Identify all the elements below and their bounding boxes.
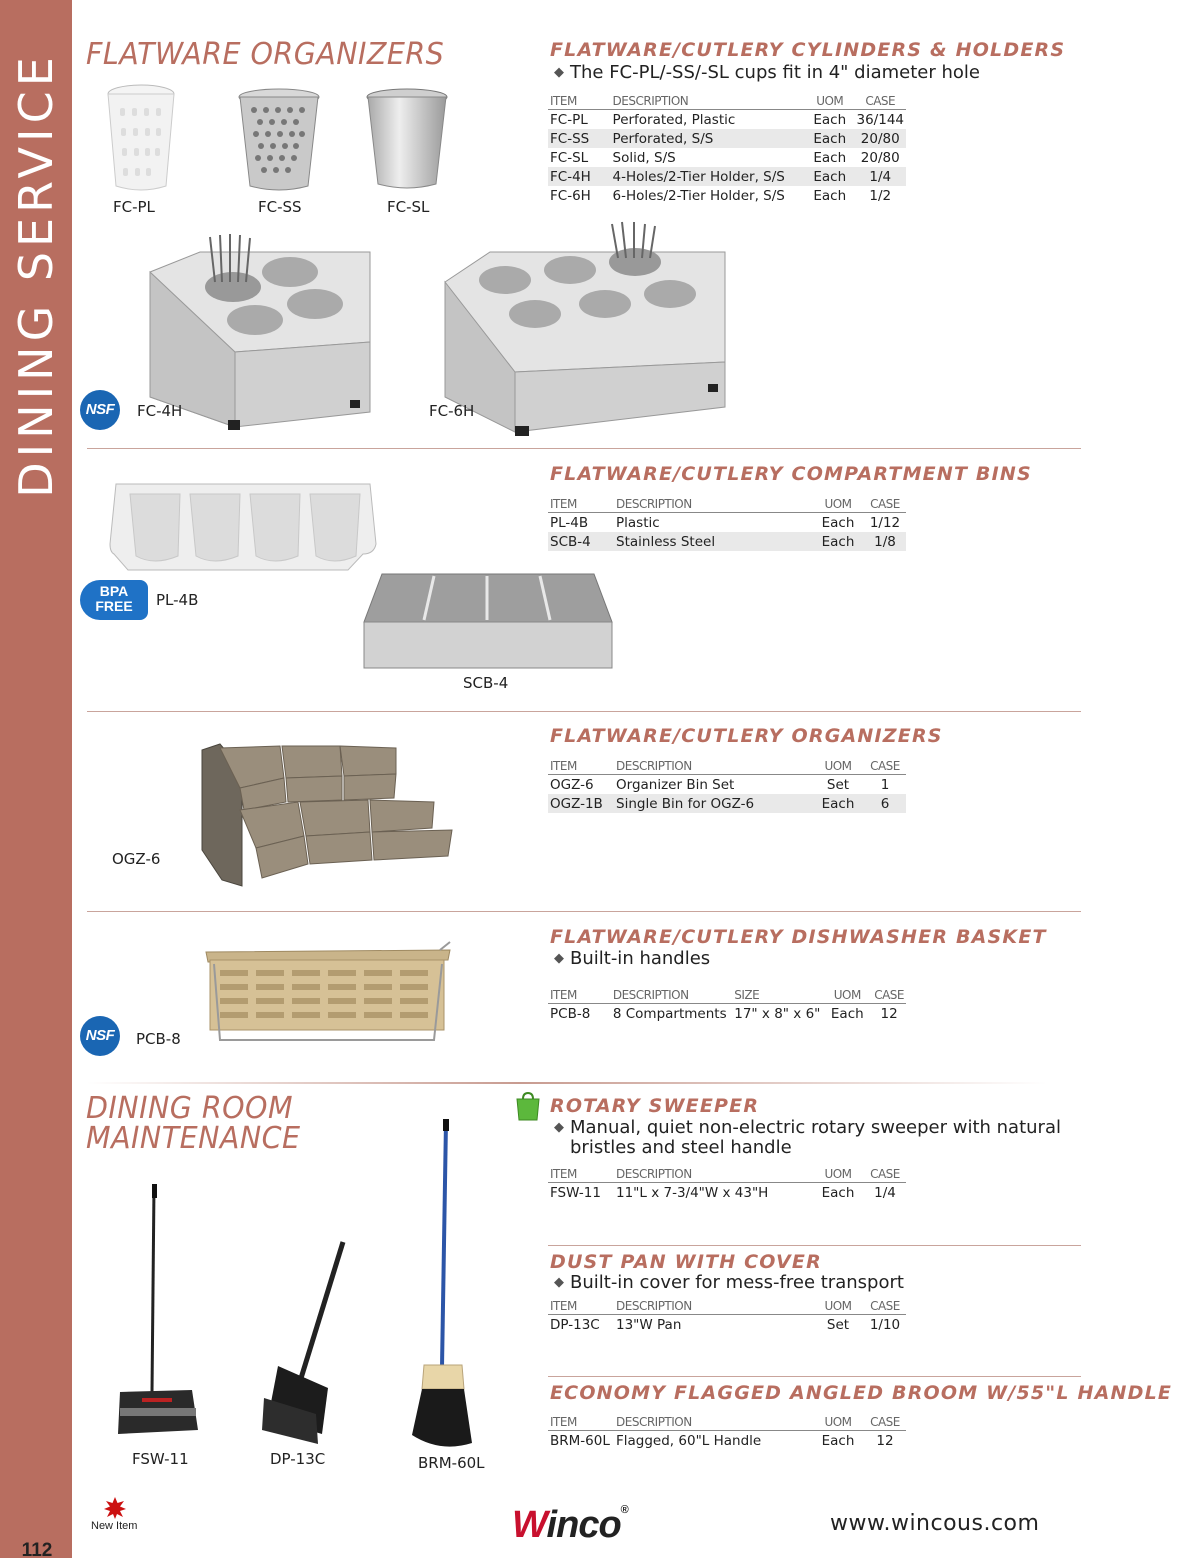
label-ogz-6: OGZ-6 — [112, 850, 161, 868]
spec-table-sweeper: ITEM DESCRIPTION UOM CASE FSW-11 11"L x 7-3/4"W x 43"H Each 1/4 — [548, 1166, 906, 1202]
divider — [548, 1376, 1081, 1377]
pl-4b-image — [108, 474, 378, 574]
spec-table-basket: ITEM DESCRIPTION SIZE UOM CASE PCB-8 8 Compartments 17" x 8" x 6" Each 12 — [550, 988, 904, 1022]
section-title-basket: FLATWARE/CUTLERY DISHWASHER BASKET — [550, 926, 1047, 948]
scb-4-image — [362, 572, 614, 670]
section-title-vertical: DINING SERVICE — [9, 52, 63, 498]
table-row: FSW-11 11"L x 7-3/4"W x 43"H Each 1/4 — [550, 1184, 896, 1201]
heading-dining-room-maintenance: DINING ROOM MAINTENANCE — [86, 1091, 301, 1156]
bullet-basket: ◆ Built-in handles — [554, 948, 711, 969]
fc-6h-image — [440, 222, 732, 437]
divider — [87, 711, 1081, 712]
pcb-8-image — [204, 944, 452, 1044]
ogz-6-image — [200, 740, 455, 888]
spec-table-organizers: ITEM DESCRIPTION UOM CASE OGZ-6 Organizer Bin Set Set 1 OGZ-1B Single Bin for OGZ-6 Each 6 — [548, 758, 906, 813]
bullet-diamond-icon: ◆ — [554, 1120, 564, 1135]
table-row: OGZ-1B Single Bin for OGZ-6 Each 6 — [548, 794, 906, 813]
bullet-diamond-icon: ◆ — [554, 951, 564, 966]
bullet-dustpan: ◆ Built-in cover for mess-free transport — [554, 1272, 904, 1293]
table-row: FC-SS Perforated, S/S Each 20/80 — [548, 129, 906, 148]
spec-table-broom: ITEM DESCRIPTION UOM CASE BRM-60L Flagged, 60"L Handle Each 12 — [548, 1414, 906, 1450]
table-row: OGZ-6 Organizer Bin Set Set 1 — [550, 776, 890, 793]
new-item-legend: New Item — [91, 1520, 138, 1532]
label-brm-60l: BRM-60L — [418, 1454, 485, 1472]
bullet-sweeper: ◆ Manual, quiet non-electric rotary sweeper with natural bristles and steel handle — [554, 1117, 1061, 1158]
fc-sl-image — [366, 88, 448, 192]
table-row: DP-13C 13"W Pan Set 1/10 — [550, 1316, 901, 1333]
spec-table-dustpan: ITEM DESCRIPTION UOM CASE DP-13C 13"W Pan Set 1/10 — [548, 1298, 906, 1334]
page-number: 112 — [21, 1540, 53, 1561]
divider — [87, 448, 1081, 449]
label-fc-4h: FC-4H — [137, 402, 183, 420]
new-item-bag-icon — [515, 1091, 541, 1121]
label-fc-ss: FC-SS — [258, 198, 302, 216]
bullet-cylinders: ◆ The FC-PL/-SS/-SL cups fit in 4" diameter hole — [554, 62, 980, 83]
section-title-bins: FLATWARE/CUTLERY COMPARTMENT BINS — [550, 463, 1032, 485]
spec-table-bins: ITEM DESCRIPTION UOM CASE PL-4B Plastic Each 1/12 SCB-4 Stainless Steel Each 1/8 — [548, 496, 906, 551]
bullet-diamond-icon: ◆ — [554, 1275, 564, 1290]
table-row: FC-6H 6-Holes/2-Tier Holder, S/S Each 1/2 — [550, 187, 892, 204]
table-row: BRM-60L Flagged, 60"L Handle Each 12 — [550, 1432, 894, 1449]
label-dp-13c: DP-13C — [270, 1450, 326, 1468]
section-title-sweeper: ROTARY SWEEPER — [550, 1095, 760, 1117]
website-url: www.wincous.com — [830, 1511, 1040, 1536]
label-fc-pl: FC-PL — [113, 198, 155, 216]
heading-flatware-organizers: FLATWARE ORGANIZERS — [86, 37, 445, 72]
table-row: FC-SL Solid, S/S Each 20/80 — [550, 149, 900, 166]
section-title-broom: ECONOMY FLAGGED ANGLED BROOM W/55"L HANDLE — [550, 1382, 1173, 1404]
winco-logo: Winco® — [512, 1504, 628, 1546]
spec-table-cylinders: ITEM DESCRIPTION UOM CASE FC-PL Perforated, Plastic Each 36/144 FC-SS Perforated, S/S Each 20/80 FC-SL Solid, S/S Each 20/80 FC-4H 4-Holes/2-Tier Holder, S/S Each 1/4 FC-6H 6-Holes/2-Tier Holder, S/S Each 1/2 — [550, 94, 904, 204]
table-row: FC-PL Perforated, Plastic Each 36/144 — [550, 111, 904, 128]
section-title-dustpan: DUST PAN WITH COVER — [550, 1251, 822, 1273]
label-fc-sl: FC-SL — [387, 198, 430, 216]
brm-60l-image — [410, 1117, 476, 1453]
label-scb-4: SCB-4 — [463, 674, 509, 692]
table-row: PCB-8 8 Compartments 17" x 8" x 6" Each 12 — [550, 1005, 898, 1022]
nsf-badge-icon: NSF — [80, 1016, 120, 1056]
fc-pl-image — [106, 84, 176, 194]
label-fsw-11: FSW-11 — [132, 1450, 189, 1468]
section-title-organizers: FLATWARE/CUTLERY ORGANIZERS — [550, 725, 943, 747]
bullet-diamond-icon: ◆ — [554, 65, 564, 80]
new-item-burst-icon — [104, 1497, 126, 1519]
table-row: FC-4H 4-Holes/2-Tier Holder, S/S Each 1/4 — [548, 167, 906, 186]
divider — [548, 1245, 1081, 1246]
table-row: SCB-4 Stainless Steel Each 1/8 — [548, 532, 906, 551]
section-title-cylinders: FLATWARE/CUTLERY CYLINDERS & HOLDERS — [550, 39, 1066, 61]
section-divider — [87, 1082, 1047, 1084]
fsw-11-image — [112, 1182, 202, 1444]
label-fc-6h: FC-6H — [429, 402, 475, 420]
label-pcb-8: PCB-8 — [136, 1030, 181, 1048]
divider — [87, 911, 1081, 912]
bpa-free-badge-icon: BPA FREE — [80, 580, 148, 620]
fc-ss-image — [238, 88, 320, 194]
label-pl-4b: PL-4B — [156, 591, 199, 609]
dp-13c-image — [258, 1238, 354, 1448]
nsf-badge-icon: NSF — [80, 390, 120, 430]
table-row: PL-4B Plastic Each 1/12 — [550, 514, 901, 531]
